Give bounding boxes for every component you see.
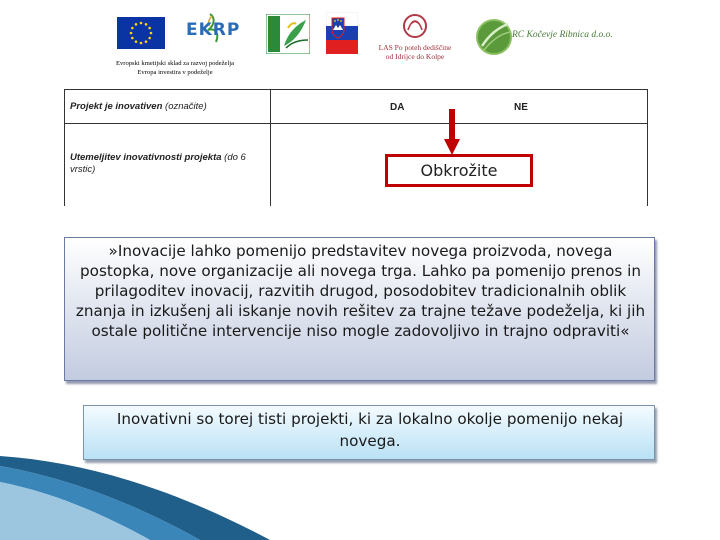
eu-star-icon: [145, 23, 148, 26]
quote-box: [64, 237, 655, 381]
obkrozite-callout: Obkrožite: [385, 154, 533, 187]
option-no[interactable]: NE: [514, 102, 528, 113]
table-border-left: [64, 89, 65, 206]
las-logo: [370, 12, 460, 62]
row-innovative-text: Projekt je inovativen: [70, 101, 163, 112]
row-justification-hint: (do 6 vrstic): [70, 152, 246, 175]
row-innovative-label: [70, 101, 207, 113]
eu-star-icon: [131, 27, 134, 30]
eu-star-icon: [135, 40, 138, 43]
ekrp-logo: [186, 10, 242, 54]
eu-star-icon: [148, 37, 151, 40]
las-text-line2: od Idrijce do Kolpe: [385, 52, 445, 61]
row-innovative-hint: (označite): [165, 101, 207, 112]
eu-star-icon: [150, 32, 153, 35]
row-justification-label: [70, 152, 260, 176]
eu-star-icon: [130, 32, 133, 35]
eu-star-icon: [135, 23, 138, 26]
option-yes[interactable]: DA: [390, 102, 405, 113]
ekrp-text: EKRP: [186, 20, 241, 40]
conclusion-text: Inovativni so torej tisti projekti, ki za lokalno okolje pomenijo nekaj novega.: [116, 410, 624, 450]
rc-kocevje-logo: [474, 14, 624, 60]
table-border-right: [647, 89, 648, 206]
eu-caption-line1: Evropski kmetijski sklad za razvoj podeželja: [115, 60, 235, 67]
table-row-divider: [64, 123, 648, 124]
eu-star-icon: [140, 42, 143, 45]
quote-text: »Inovacije lahko pomenijo predstavitev novega proizvoda, novega postopka, nove organizacije ali novega trga. Lahko pa pomenijo prenos in prilagoditev inovacij, razvitih drugod, posodobitev tradicionalnih oblik znanja in izkušenj ali iskanje novih rešitev za trajne težave podeželja, ki jih ostale politične intervencije niso mogle zadovoljivo in trajno odpraviti«: [75, 242, 646, 340]
table-column-divider: [270, 89, 271, 206]
slovenia-flag: [326, 12, 358, 54]
form-table: [64, 89, 648, 206]
leader-logo: [266, 14, 310, 54]
eu-star-icon: [131, 37, 134, 40]
eu-star-icon: [140, 22, 143, 25]
decorative-swoosh: [0, 452, 720, 540]
eu-caption-line2: Evropa investira v podeželje: [137, 69, 213, 76]
eu-star-icon: [145, 40, 148, 43]
table-border-top: [64, 89, 648, 90]
rc-text: RC Kočevje Ribnica d.o.o.: [512, 30, 613, 40]
eu-flag: [117, 17, 165, 49]
eu-star-icon: [148, 27, 151, 30]
las-text-line1: LAS Po poteh dediščine: [378, 43, 452, 52]
eu-caption: [80, 59, 270, 77]
row-justification-text: Utemeljitev inovativnosti projekta: [70, 152, 222, 163]
down-arrow-icon: [444, 109, 460, 155]
